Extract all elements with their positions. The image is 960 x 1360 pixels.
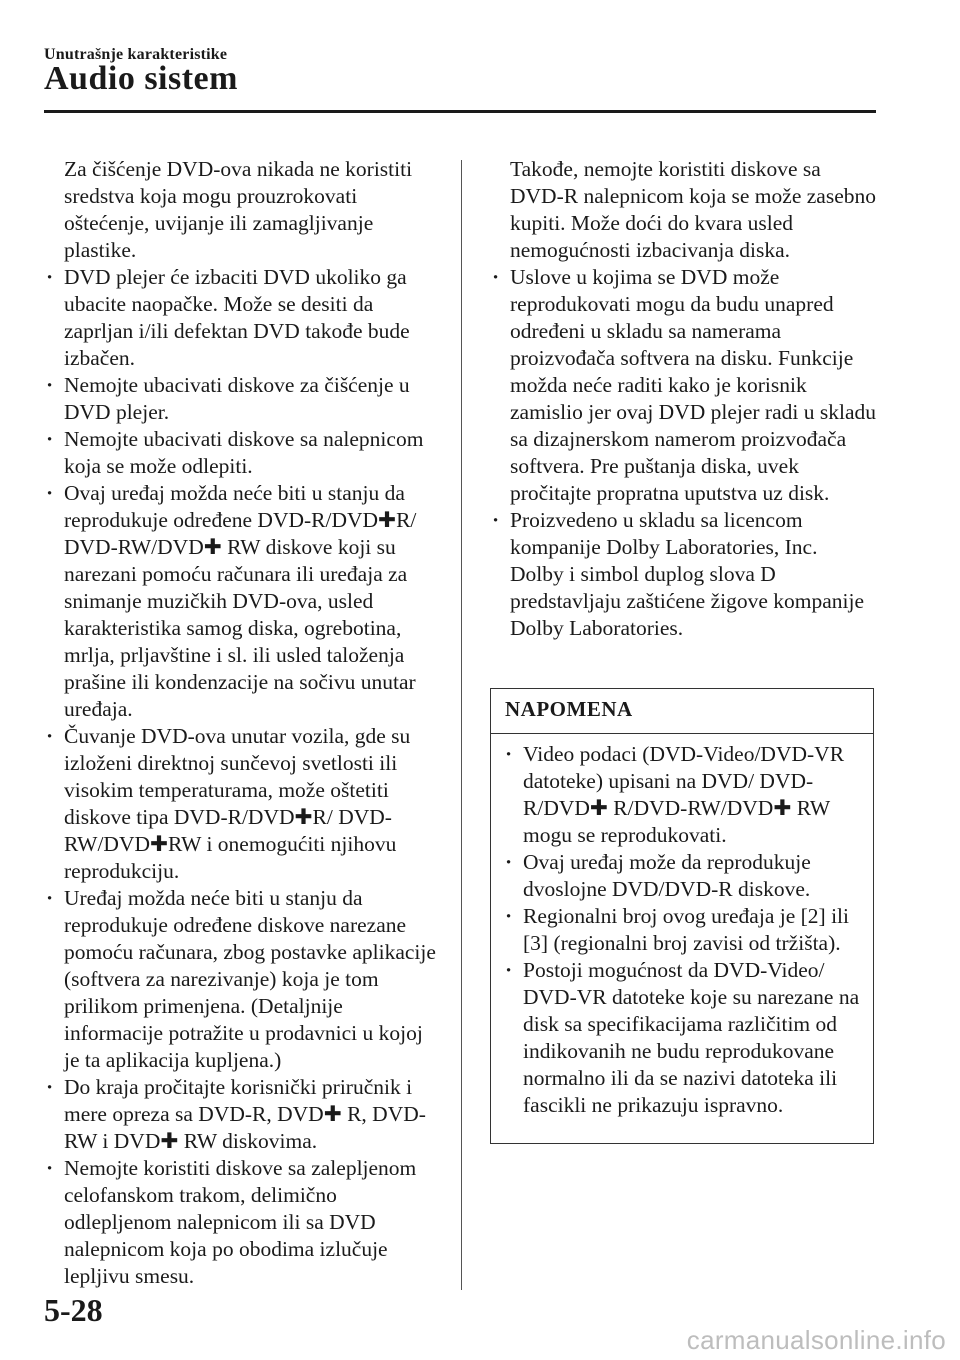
note-item-text: Postoji mogućnost da DVD-Video/ DVD-VR datoteke koje su narezane na disk sa specifikacijama različitim od indikovanih ne budu reprodukovane normalno ili da se nazivi datoteka ili fascikli ne prikazuju ispravno. (523, 958, 860, 1117)
note-list-item (503, 957, 861, 1119)
page-number: 5-28 (44, 1292, 103, 1328)
bullet-dot-icon: · (492, 508, 500, 532)
bullet-dot-icon: · (46, 886, 54, 910)
left-column (44, 156, 440, 1290)
list-item (44, 885, 440, 1074)
list-item-text: Proizvedeno u skladu sa licencom kompanije Dolby Laboratories, Inc. Dolby i simbol duplog slova D predstavljaju zaštićene žigove kompanije Dolby Laboratories. (510, 508, 865, 640)
bullet-dot-icon: · (46, 373, 54, 397)
list-item-text: Nemojte ubacivati diskove sa nalepnicom koja se može odlepiti. (64, 427, 424, 478)
list-item (44, 480, 440, 723)
right-intro-paragraph: Takođe, nemojte koristiti diskove sa DVD-R nalepnicom koja se može zasebno kupiti. Može doći do kvara usled nemogućnosti izbacivanja diska. (510, 157, 876, 262)
list-item (44, 1155, 440, 1290)
bullet-dot-icon: · (505, 850, 513, 874)
list-item-text: Čuvanje DVD-ova unutar vozila, gde su izloženi direktnoj sunčevoj svetlosti ili visokim temperaturama, može oštetiti diskove tipa DVD-R/DVD✚R/ DVD-RW/DVD✚RW i onemogućiti njihovu reprodukciju. (64, 724, 411, 883)
bullet-dot-icon: · (505, 958, 513, 982)
bullet-dot-icon: · (505, 904, 513, 928)
note-body (491, 734, 873, 1119)
list-item (44, 723, 440, 885)
column-divider (461, 160, 462, 1290)
bullet-dot-icon: · (46, 481, 54, 505)
list-item (44, 426, 440, 480)
watermark: carmanualsonline.info (686, 1325, 946, 1355)
list-item (44, 372, 440, 426)
list-item-text: Do kraja pročitajte korisnički priručnik i mere opreza sa DVD-R, DVD✚ R, DVD-RW i DVD✚ RW diskovima. (64, 1075, 426, 1153)
list-item-text: Nemojte koristiti diskove sa zalepljenom celofanskom trakom, delimično odlepljenom nalepnicom ili sa DVD nalepnicom koja po obodima izlučuje lepljivu smesu. (64, 1156, 417, 1288)
header-rule (44, 110, 876, 113)
list-item (44, 1074, 440, 1155)
right-column (490, 156, 876, 642)
note-list-item (503, 903, 861, 957)
note-item-text: Regionalni broj ovog uređaja je [2] ili [3] (regionalni broj zavisi od tržišta). (523, 904, 849, 955)
note-box (490, 688, 874, 1144)
list-item (44, 264, 440, 372)
left-intro-paragraph: Za čišćenje DVD-ova nikada ne koristiti sredstva koja mogu prouzrokovati oštećenje, uvijanje ili zamagljivanje plastike. (64, 157, 413, 262)
list-item-text: Uređaj možda neće biti u stanju da reprodukuje određene diskove narezane pomoću računara, zbog postavke aplikacije (softvera za narezivanje) koja je tom prilikom primenjena. (Detaljnije informacije potražite u prodavnici u kojoj je ta aplikacija kupljena.) (64, 886, 436, 1072)
section-label: Unutrašnje karakteristike (44, 46, 228, 63)
list-item-text: Ovaj uređaj možda neće biti u stanju da reprodukuje određene DVD-R/DVD✚R/ DVD-RW/DVD✚ RW diskove koji su narezani pomoću računara ili uređaja za snimanje muzičkih DVD-ova, usled karakteristika samog diska, ogrebotina, mrlja, prljavštine i sl. ili usled taloženja prašine ili kondenzacije na sočivu unutar uređaja. (64, 481, 417, 721)
note-list-item (503, 741, 861, 849)
bullet-dot-icon: · (46, 265, 54, 289)
list-item (490, 507, 876, 642)
note-item-text: Video podaci (DVD-Video/DVD-VR datoteke) upisani na DVD/ DVD-R/DVD✚ R/DVD-RW/DVD✚ RW mogu se reprodukovati. (523, 742, 845, 847)
bullet-dot-icon: · (46, 1075, 54, 1099)
list-item-text: Nemojte ubacivati diskove za čišćenje u DVD plejer. (64, 373, 410, 424)
note-item-text: Ovaj uređaj može da reprodukuje dvoslojne DVD/DVD-R diskove. (523, 850, 811, 901)
bullet-dot-icon: · (46, 1156, 54, 1180)
bullet-dot-icon: · (505, 742, 513, 766)
note-list-item (503, 849, 861, 903)
bullet-dot-icon: · (46, 427, 54, 451)
bullet-dot-icon: · (492, 265, 500, 289)
list-item-text: Uslove u kojima se DVD može reprodukovati mogu da budu unapred određeni u skladu sa namerama proizvođača softvera na disku. Funkcije možda neće raditi kako je korisnik zamislio jer ovaj DVD plejer radi u skladu sa dizajnerskom namerom proizvođača softvera. Pre puštanja diska, uvek pročitajte propratna uputstva uz disk. (510, 265, 876, 505)
list-item (490, 264, 876, 507)
bullet-dot-icon: · (46, 724, 54, 748)
list-item-text: DVD plejer će izbaciti DVD ukoliko ga ubacite naopačke. Može se desiti da zaprljan i/ili defektan DVD takođe bude izbačen. (64, 265, 410, 370)
note-title: NAPOMENA (491, 689, 873, 734)
chapter-title: Audio sistem (44, 60, 238, 97)
